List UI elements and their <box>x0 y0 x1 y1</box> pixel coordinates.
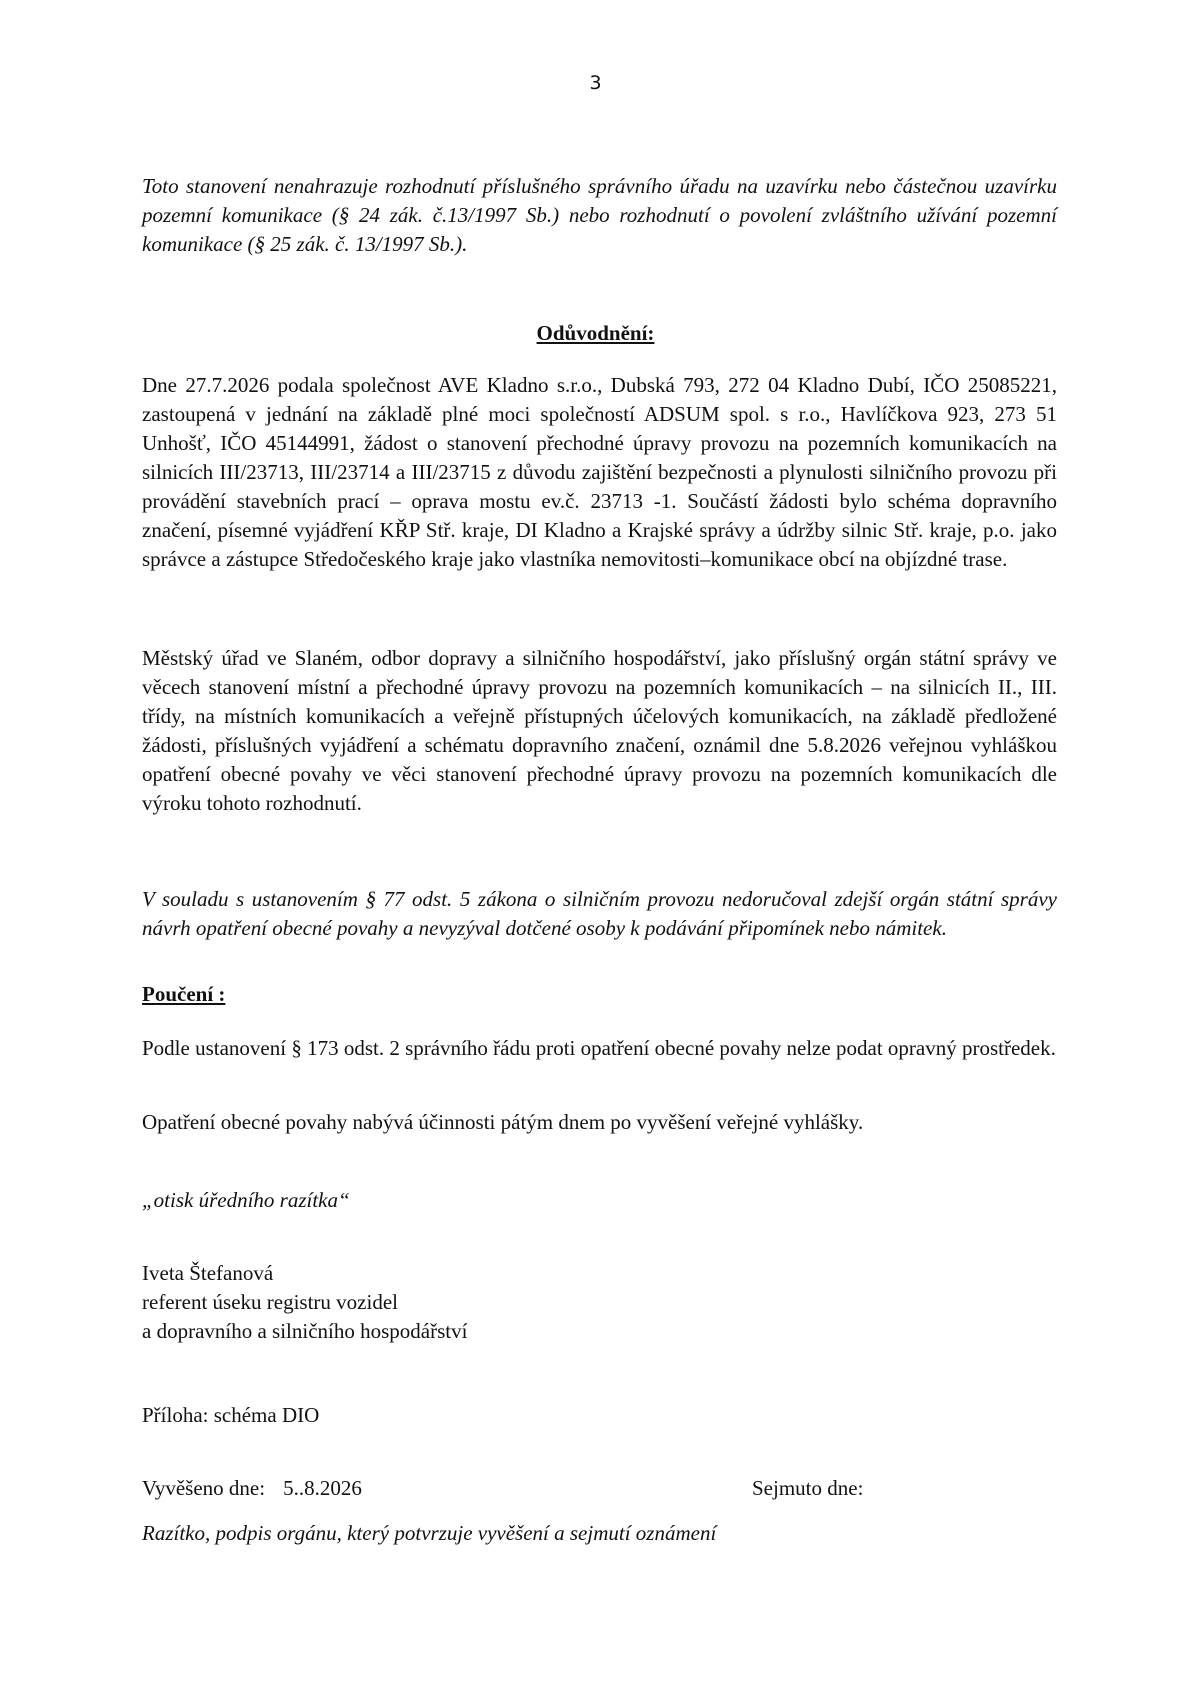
justification-paragraph-1: Dne 27.7.2026 podala společnost AVE Kladno s.r.o., Dubská 793, 272 04 Kladno Dubí, IČO 25085221, zastoupená v jednání na základě plné moci společností ADSUM spol. s r.o., Havlíčkova 923, 273 51 Unhošť, IČO 45144991, žádost o stanovení přechodné úpravy provozu na pozemních komunikacích na silnicích III/23713, III/23714 a III/23715 z důvodu zajištění bezpečnosti a plynulosti silničního provozu při provádění stavebních prací – oprava mostu ev.č. 23713 -1. Součástí žádosti bylo schéma dopravního značení, písemné vyjádření KŘP Stř. kraje, DI Kladno a Krajské správy a údržby silnic Stř. kraje, p.o. jako správce a zástupce Středočeského kraje jako vlastníka nemovitosti–komunikace obcí na objízdné trase. <box>142 373 1057 571</box>
posting-row <box>142 1474 1057 1503</box>
page-number: 3 <box>589 72 602 94</box>
removed-label: Sejmuto dne: <box>752 1476 864 1500</box>
justification-paragraph-3: V souladu s ustanovením § 77 odst. 5 zákona o silničním provozu nedoručoval zdejší orgán státní správy návrh opatření obecné povahy a nevyzýval dotčené osoby k podávání připomínek nebo námitek. <box>142 887 1057 940</box>
signature-block <box>142 1259 1057 1346</box>
intro-note: Toto stanovení nenahrazuje rozhodnutí příslušného správního úřadu na uzavírku nebo částečnou uzavírku pozemní komunikace (§ 24 zák. č.13/1997 Sb.) nebo rozhodnutí o povolení zvláštního užívání pozemní komunikace (§ 25 zák. č. 13/1997 Sb.). <box>142 174 1057 256</box>
justification-heading: Odůvodnění: <box>536 321 655 345</box>
instruction-heading: Poučení : <box>142 982 226 1006</box>
signatory-title-line-1: referent úseku registru vozidel <box>142 1290 398 1314</box>
instruction-paragraph-1: Podle ustanovení § 173 odst. 2 správního řádu proti opatření obecné povahy nelze podat opravný prostředek. <box>142 1036 1056 1060</box>
stamp-note: „otisk úředního razítka“ <box>142 1188 350 1212</box>
signatory-name: Iveta Štefanová <box>142 1261 274 1285</box>
posting-footer-note: Razítko, podpis orgánu, který potvrzuje vyvěšení a sejmutí oznámení <box>142 1521 717 1545</box>
posted-date: 5..8.2026 <box>283 1476 362 1500</box>
instruction-paragraph-2: Opatření obecné povahy nabývá účinnosti pátým dnem po vyvěšení veřejné vyhlášky. <box>142 1110 864 1134</box>
signatory-title-line-2: a dopravního a silničního hospodářství <box>142 1319 468 1343</box>
justification-paragraph-2: Městský úřad ve Slaném, odbor dopravy a silničního hospodářství, jako příslušný orgán státní správy ve věcech stanovení místní a přechodné úpravy provozu na pozemních komunikacích – na silnicích II., III. třídy, na místních komunikacích a veřejně přístupných účelových komunikacích, na základě předložené žádosti, příslušných vyjádření a schématu dopravního značení, oznámil dne 5.8.2026 veřejnou vyhláškou opatření obecné povahy ve věci stanovení přechodné úpravy provozu na pozemních komunikacích dle výroku tohoto rozhodnutí. <box>142 646 1057 815</box>
attachment-note: Příloha: schéma DIO <box>142 1403 320 1427</box>
posted-label: Vyvěšeno dne: <box>142 1476 266 1500</box>
